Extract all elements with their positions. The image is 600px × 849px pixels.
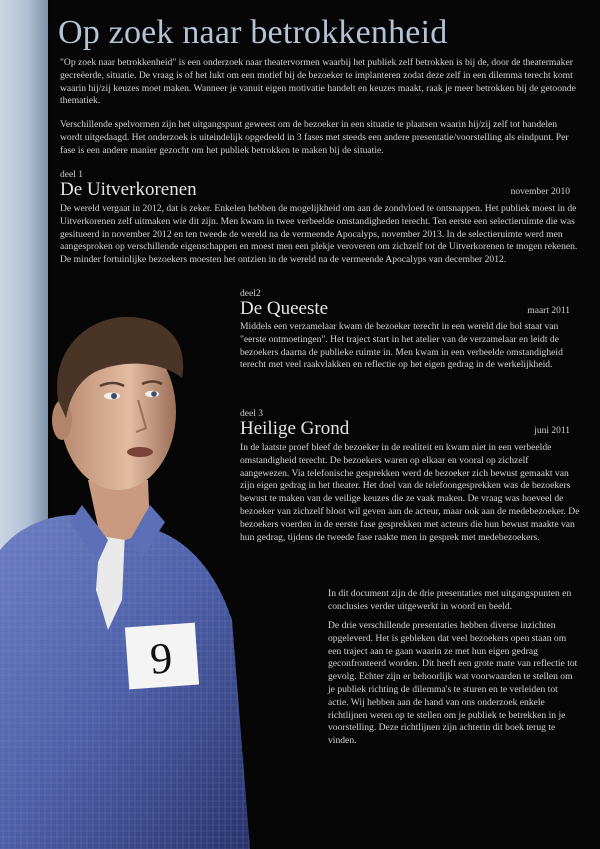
intro-paragraph-2: Verschillende spelvormen zijn het uitgangspunt geweest om de bezoeker in een situatie te plaatsen waarin hij/zij zelf tot handelen wordt uitgedaagd. Het onderzoek is uiteindelijk opgedeeld in 3 fases met steeds een andere presentatie/voorstelling als eindpunt. Per fase is een andere manier gezocht om het publiek betrokken te maken bij de situatie. <box>60 119 569 156</box>
outro-paragraph-2: De drie verschillende presentaties hebben diverse inzichten opgeleverd. Het is gebleken dat veel bezoekers open staan om een traject aan te gaan waarin ze met hun eigen gedrag geconfronteerd worden. Dit heeft een grote mate van reflectie tot gevolg. Echter zijn er behoorlijk wat voorwaarden te stellen om je publiek richting de dilemma's te sturen en te verleiden tot actie. Wij hebben aan de hand van ons onderzoek enkele richtlijnen weten op te stellen om je publiek te betrekken in je voorstelling. Deze richtlijnen zijn achterin dit boek terug te vinden. <box>328 620 578 747</box>
part-2-title: De Queeste <box>240 298 329 319</box>
part-2-date: maart 2011 <box>527 306 570 316</box>
part-3-body: In de laatste proef bleef de bezoeker in de realiteit en kwam niet in een verbeelde omstandigheid terecht. De bezoekers waren op elkaar en vooral op zichzelf aangewezen. Via telefonische gesprekken werd de bezoeker zich bewust gemaakt van zijn eigen gedrag in het theater. Het doel van de telefoongesprekken was de bezoekers bewust te maken van de veilige keuzes die ze vaak maken. De vraag was hoeveel de bezoeker van zichzelf bloot wil geven aan de acteur, maar ook aan de medebezoeker. De bezoekers voerden in de eerste fase gesprekken met acteurs die hun bewust maakte van hun gedrag, tijdens de tweede fase raakte men in gesprek met medebezoekers. <box>240 442 580 543</box>
part-2-label: deel2 <box>240 289 261 299</box>
number-badge <box>125 623 199 690</box>
badge-number: 9 <box>148 633 174 684</box>
intro-paragraph-1: "Op zoek naar betrokkenheid" is een onderzoek naar theatervormen waarbij het publiek zelf betrokken is bij de, door de theatermaker gecreëerde, situatie. De vraag is of het lukt om een motief bij de bezoeker te implanteren zodat deze zelf in een dilemma terecht komt waarin hij/zij keuzes moet maken. Wanneer je vanuit eigen motivatie handelt en keuzes maakt, raak je meer betrokken bij de getoonde thematiek. <box>60 57 576 107</box>
part-2-body: Middels een verzamelaar kwam de bezoeker terecht in een wereld die bol staat van "eerste ontmoetingen". Het traject start in het atelier van de verzamelaar en leidt de bezoekers daarna de publieke ruimte in. Men kwam in een verbeelde omstandigheid terecht met veel raakvlakken en reflectie op het eigen gedrag in de werkelijkheid. <box>240 321 563 371</box>
part-3-title: Heilige Grond <box>240 418 350 439</box>
part-1-label: deel 1 <box>60 170 83 180</box>
portrait-photo <box>0 300 260 849</box>
part-1-body: De wereld vergaat in 2012, dat is zeker. Enkelen hebben de mogelijkheid om aan de zondvloed te ontsnappen. Het publiek moest in de Uitverkorenen zelf uitmaken wie dit zijn. Men kwam in twee verbeelde omstandigheden terecht. Ten eerste een selectieruimte die was gesitueerd in november 2012 en ten tweede de wereld na de vermeende Apocalyps, november 2013. In de selectieruimte werd men aangesproken op verschillende eigenschappen en moest men een plekje veroveren om zichzelf tot de Uitverkorenen te mogen rekenen. De minder fortuinlijke bezoekers moesten het ontzien in de wereld na de vermeende Apocalyps van december 2012. <box>60 203 578 266</box>
part-1-date: november 2010 <box>510 187 570 197</box>
page-title: Op zoek naar betrokkenheid <box>58 14 448 51</box>
outro-paragraph-1: In dit document zijn de drie presentaties met uitgangspunten en conclusies verder uitgewerkt in woord en beeld. <box>328 588 572 612</box>
part-3-date: juni 2011 <box>534 426 570 436</box>
part-1-title: De Uitverkorenen <box>60 179 197 200</box>
part-3-label: deel 3 <box>240 409 263 419</box>
